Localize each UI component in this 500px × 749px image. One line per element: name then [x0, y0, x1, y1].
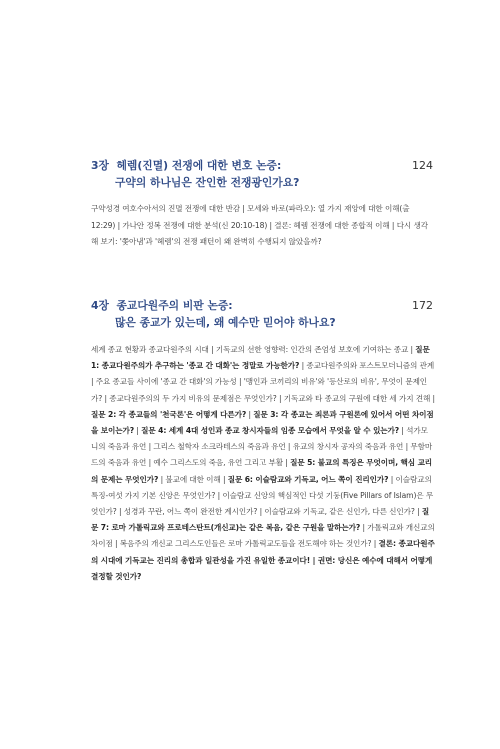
chapter-3-entry	[91, 158, 435, 251]
contents-text: | 다시 생각해 보기: '쫓아냄'과 '헤렘'의 전쟁 패턴이 왜 완벽히 수행되지 않았을까?	[91, 220, 428, 247]
chapter-3-page-number: 124	[412, 159, 433, 172]
contents-text: | 이슬람교의 특징-여섯 가지 기본 신앙은 무엇인가? | 이슬람교 신앙의 핵심적인 다섯 기둥(Five Pillars of Islam)은 무엇인가? | 성경과 꾸란, 어느 쪽이 완전한 계시인가? | 이슬람교와 기독교, 같은 신인가, 다른 신인가? |	[91, 474, 434, 517]
chapter-3-heading	[91, 158, 435, 192]
contents-text: 세계 종교 현황과 종교다원주의 시대 | 기독교의 선한 영향력: 인간의 존엄성 보호에 기여하는 종교 |	[91, 345, 416, 354]
chapter-3-title-line	[91, 158, 435, 174]
chapter-3-subtitle: 구약의 하나님은 잔인한 전쟁광인가요?	[115, 176, 300, 189]
contents-text: |	[134, 426, 142, 436]
contents-question-text: 질문 3: 각 종교는 죄론과 구원론에 있어서 어떤 차이점을 보이는가?	[91, 409, 434, 436]
chapter-3-contents	[91, 201, 435, 251]
contents-text: 구약성경 여호수아서의 진멸 전쟁에 대한 반감	[91, 204, 243, 213]
chapter-4-page-number: 172	[412, 299, 433, 312]
chapter-4-title-line	[91, 298, 435, 314]
contents-question-text: 질문 1: 종교다원주의가 추구하는 '종교 간 대화'는 정말로 가능한가?	[91, 345, 430, 371]
chapter-4-heading	[91, 298, 435, 332]
contents-text: |	[246, 409, 254, 419]
contents-question-text: 결론: 종교다원주의 시대에 기독교는 진리의 총합과 일관성을 가진 유일한 종교이다!	[91, 539, 435, 565]
contents-question-text: 질문 7: 로마 가톨릭교와 프로테스탄트(개신교)는 같은 복음, 같은 구원을 말하는가?	[91, 507, 430, 533]
contents-text: | 모세와 바로(파라오): 열 가지 재앙에 대한 이해(출 12:29)	[91, 204, 410, 230]
contents-text: | 결론: 헤렘 전쟁에 대한 종합적 이해	[269, 220, 392, 230]
chapter-4-label: 4장	[91, 299, 109, 312]
contents-question-text: 질문 2: 각 종교들의 '천국론'은 어떻게 다른가?	[91, 409, 247, 419]
chapter-4-entry	[91, 298, 435, 585]
chapter-4-contents	[91, 342, 435, 585]
contents-text: | 불교에 대한 이해 |	[158, 474, 228, 484]
chapter-4-title: 종교다원주의 비판 논증:	[116, 299, 233, 312]
chapter-3-label: 3장	[91, 159, 109, 172]
chapter-3-title: 헤렘(진멸) 전쟁에 대한 변호 논증:	[116, 159, 282, 172]
contents-question-text: 질문 5: 불교의 특징은 무엇이며, 핵심 교리의 문제는 무엇인가?	[91, 458, 433, 484]
contents-text: | 가나안 정복 전쟁에 대한 분석(신 20:10-18)	[117, 220, 270, 230]
contents-text: | 석가모니의 죽음과 유언 | 그리스 철학자 소크라테스의 죽음과 유언 | 유교의 창시자 공자의 죽음과 유언 | 무함마드의 죽음과 유언 | 예수 그리스도의 죽음, 유언 그리고 부활 |	[91, 426, 433, 468]
contents-text: | 종교다원주의와 포스트모더니즘의 관계 | 주요 종교들 사이에 '종교 간 대화'의 가능성 | '맹인과 코끼리의 비유'와 '등산로의 비유', 무엇이 문제인가? | 종교다원주의의 두 가지 비유의 문제점은 무엇인가? | 기독교와 타 종교의 구원에 대한 세 가지 견해 |	[91, 361, 435, 403]
contents-question-text: 질문 4: 세계 4대 성인과 종교 창시자들의 임종 모습에서 무엇을 알 수 있는가?	[141, 426, 400, 436]
chapter-4-subtitle: 많은 종교가 있는데, 왜 예수만 믿어야 하나요?	[115, 316, 336, 329]
contents-question-text: 질문 6: 이슬람교와 기독교, 어느 쪽이 진리인가?	[227, 474, 389, 484]
contents-question-text: | 권면: 당신은 예수에 대해서 어떻게 결정할 것인가?	[91, 555, 433, 581]
contents-text: | 가톨릭교와 개신교의 차이점 | 복음주의 개신교 그리스도인들은 로마 가톨릭교도들을 전도해야 하는 것인가? |	[91, 523, 435, 549]
